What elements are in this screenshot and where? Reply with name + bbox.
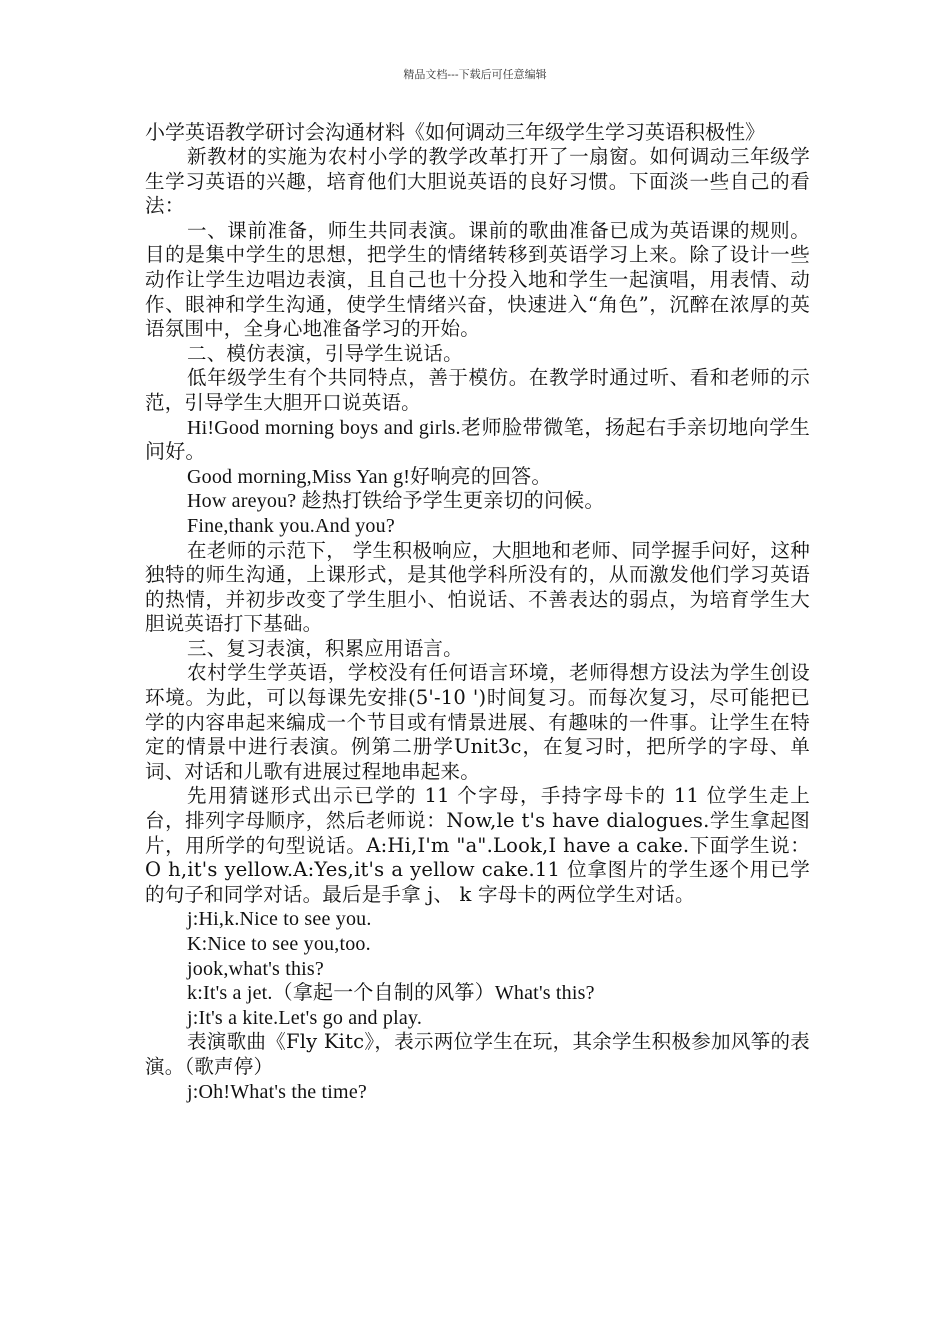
dialogue-line: K:Nice to see you,too. [187, 933, 371, 955]
dialogue-line: j:Oh!What's the time? [187, 1080, 367, 1103]
section-heading: 二、模仿表演，引导学生说话。 [187, 341, 463, 365]
paragraph: 先用猜谜形式出示已学的 11 个字母，手持字母卡的 11 位学生走上台，排列字母顺序，然后老师说：Now,le t's have dialogues.学生拿起图片，用所学的句型说话。A:Hi,I'm "a".Look,I have a cake.下面学生说：O h,it's yellow.A:Yes,it's a yellow cake.11 位拿图片的学生逐个用已学的句子和同学对话。最后是手拿 j、 k 字母卡的两位学生对话。 [145, 784, 810, 906]
dialogue-line: Good morning,Miss Yan g!好响亮的回答。 [187, 465, 552, 488]
paragraph: 一、课前准备，师生共同表演。课前的歌曲准备已成为英语课的规则。目的是集中学生的思想，把学生的情绪转移到英语学习上来。除了设计一些动作让学生边唱边表演，且自己也十分投入地和学生一起演唱，用表情、动作、眼神和学生沟通，使学生情绪兴奋，快速进入“角色”，沉醉在浓厚的英语氛围中，全身心地准备学习的开始。 [145, 218, 810, 341]
dialogue-line: k:It's a jet.（拿起一个自制的风筝）What's this? [187, 982, 595, 1005]
paragraph: 新教材的实施为农村小学的教学改革打开了一扇窗。如何调动三年级学生学习英语的兴趣，培育他们大胆说英语的良好习惯。下面淡一些自己的看法： [145, 145, 810, 218]
document-title: 小学英语教学研讨会沟通材料《如何调动三年级学生学习英语积极性》 [145, 120, 765, 144]
dialogue-line: jook,what's this? [187, 957, 324, 980]
dialogue-line: j:It's a kite.Let's go and play. [187, 1006, 423, 1029]
paragraph: 表演歌曲《Fly Kitc》，表示两位学生在玩，其余学生积极参加风筝的表演。（歌声停） [145, 1030, 810, 1078]
dialogue-line: Fine,thank you.And you? [187, 514, 395, 537]
dialogue-line: Hi!Good morning boys and girls.老师脸带微笔，扬起右手亲切地向学生问好。 [145, 416, 810, 464]
dialogue-line: How areyou? 趁热打铁给予学生更亲切的问候。 [187, 490, 605, 513]
section-heading: 三、复习表演，积累应用语言。 [187, 636, 463, 660]
header-note: 精品文档---下载后可任意编辑 [403, 68, 547, 81]
paragraph: 农村学生学英语，学校没有任何语言环境，老师得想方设法为学生创设环境。为此，可以每课先安排(5'-10 ')时间复习。而每次复习，尽可能把已学的内容串起来编成一个节目或有情景进展、有趣味的一件事。让学生在特定的情景中进行表演。例第二册学Unit3c，在复习时，把所学的字母、单词、对话和儿歌有进展过程地串起来。 [145, 661, 810, 783]
paragraph: 在老师的示范下， 学生积极响应，大胆地和老师、同学握手问好，这种独特的师生沟通，上课形式，是其他学科所没有的，从而激发他们学习英语的热情，并初步改变了学生胆小、怕说话、不善表达的弱点，为培育学生大胆说英语打下基础。 [145, 538, 810, 636]
paragraph: 低年级学生有个共同特点，善于模仿。在教学时通过听、看和老师的示范，引导学生大胆开口说英语。 [145, 366, 810, 414]
document-body [145, 120, 810, 1104]
dialogue-line: j:Hi,k.Nice to see you. [187, 908, 372, 931]
